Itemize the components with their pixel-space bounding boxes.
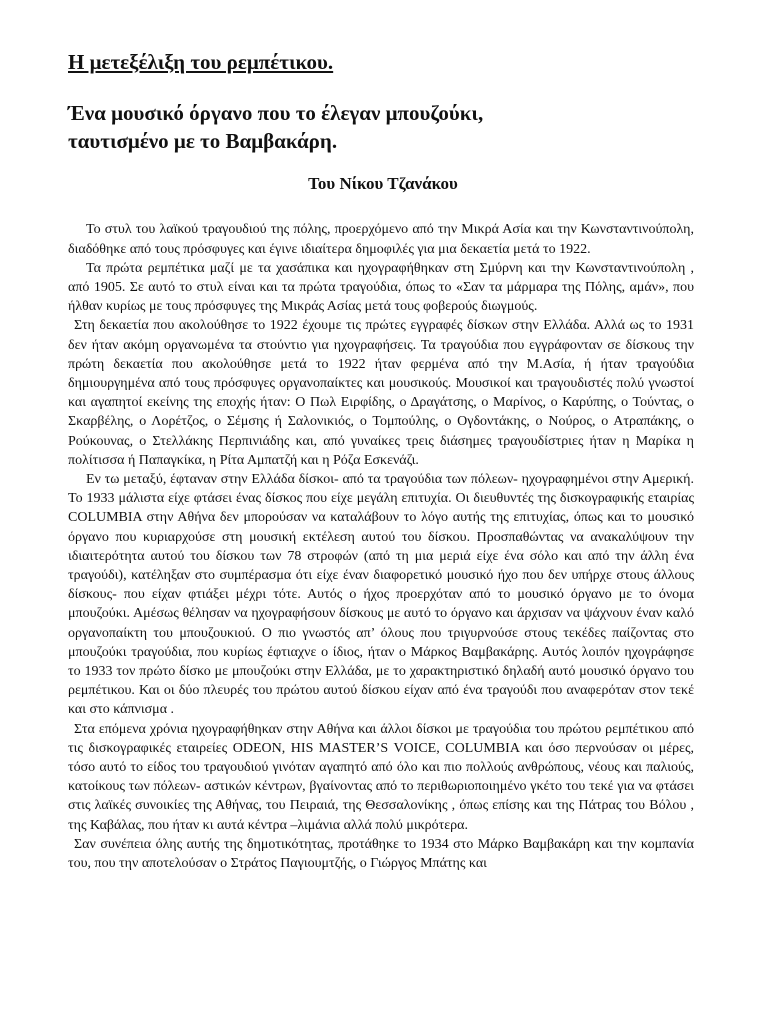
- subtitle-line-1: Ένα μουσικό όργανο που το έλεγαν μπουζούκι,: [68, 101, 484, 126]
- paragraph-1: Το στυλ του λαϊκού τραγουδιού της πόλης, προερχόμενο από την Μικρά Ασία και την Κωνσταντινούπολη, διαδόθηκε από τους πρόσφυγες και έγινε ιδιαίτερα δημοφιλές για μια δεκαετία μετά το 1922.: [68, 222, 694, 257]
- article-body: [68, 220, 694, 873]
- subtitle-line-2: ταυτισμένο με το Βαμβακάρη.: [68, 129, 338, 154]
- paragraph-6: Σαν συνέπεια όλης αυτής της δημοτικότητας, προτάθηκε το 1934 στο Μάρκο Βαμβακάρη και την κομπανία του, που την αποτελούσαν ο Στράτος Παγιουμτζής, ο Γιώργος Μπάτης και: [68, 836, 694, 872]
- author-byline: Του Νίκου Τζανάκου: [308, 173, 458, 193]
- document-subtitle: [68, 100, 694, 156]
- paragraph-5: Στα επόμενα χρόνια ηχογραφήθηκαν στην Αθήνα και άλλοι δίσκοι με τραγούδια του πρώτου ρεμπέτικου από τις δισκογραφικές εταιρείες ODEON, HIS MASTER’S VOICE, COLUMBIA και όσο περνούσαν οι μέρες, τόσο αυτό το είδος του τραγουδιού γινόταν αγαπητό από όλο και πιο πολλούς ανθρώπους, νέους και παλιούς, κατοίκους των πόλεων- αστικών κέντρων, βγαίνοντας από το περιθωριοποιημένο γκέτο του τεκέ για να φτάσει στις λαϊκές συνοικίες της Αθήνας, του Πειραιά, της Θεσσαλονίκης , όπως επίσης και της Πάτρας του Βόλου , της Καβάλας, που ήταν κι αυτά κέντρα –λιμάνια αλλά πολύ μικρότερα.: [68, 721, 694, 833]
- paragraph-3: Στη δεκαετία που ακολούθησε το 1922 έχουμε τις πρώτες εγγραφές δίσκων στην Ελλάδα. Αλλά ως το 1931 δεν ήταν ακόμη οργανωμένα τα στούντιο για ηχογραφήσεις. Τα τραγούδια που εγγράφονταν σε δίσκους την πρώτη δεκαετία που ακολούθησε μετά το 1922 ήταν φερμένα από την Μ.Ασία, ή ήταν τραγούδια δημιουργημένα από τους πρόσφυγες οργανοπαίκτες και μουσικούς. Μουσικοί και τραγουδιστές πολύ γνωστοί και αγαπητοί εκείνης της εποχής ήταν: Ο Πωλ Ειρφίδης, ο Δραγάτσης, ο Μαρίνος, ο Καρύπης, ο Τούντας, ο Σκαρβέλης, ο Λορέτζος, ο Σέμσης ή Σαλονικιός, ο Τομπούλης, ο Ογδοντάκης, ο Νούρος, ο Ατραπάκης, ο Ρούκουνας, ο Στελλάκης Περπινιάδης και, από γυναίκες τρεις διάσημες τραγουδίστριες ήταν η Μαρίκα η πολίτισσα ή Παπαγκίκα, η Ρίτα Αμπατζή και η Ρόζα Εσκενάζι.: [68, 318, 694, 468]
- document-title: Η μετεξέλιξη του ρεμπέτικου.: [68, 50, 334, 74]
- paragraph-2: Τα πρώτα ρεμπέτικα μαζί με τα χασάπικα και ηχογραφήθηκαν στη Σμύρνη και την Κωνσταντινούπολη , από 1905. Σε αυτό το στυλ είναι και τα πρώτα τραγούδια, όπως το «Σαν τα μάρμαρα της Πόλης, αμάν», που ήλθαν κυρίως με τους πρόσφυγες της Μικράς Ασίας μετά τους φοβερούς διωγμούς.: [68, 260, 694, 315]
- paragraph-4: Εν τω μεταξύ, έφταναν στην Ελλάδα δίσκοι- από τα τραγούδια των πόλεων- ηχογραφημένοι στην Αμερική. Το 1933 μάλιστα είχε φτάσει ένας δίσκος που είχε μεγάλη επιτυχία. Οι διευθυντές της δισκογραφικής εταιρίας COLUMBIA στην Αθήνα δεν μπορούσαν να καταλάβουν το λόγο αυτής της επιτυχίας, όπως και το μουσικό όργανο που κυριαρχούσε στη μουσική εκτέλεση αυτού του δίσκου. Προσπαθώντας να ανακαλύψουν την ιδιαιτερότητα αυτού του δίσκου των 78 στροφών (από τη μια μεριά είχε ένα σόλο και από την άλλη ένα τραγούδι), κατέληξαν στο συμπέρασμα ότι είχε έναν διαφορετικό μουσικό ήχο που δεν υπήρχε στους άλλους δίσκους- που είχαν φτιάξει μέχρι τότε. Αυτός ο ήχος προερχόταν από το μουσικό όργανο με το όνομα μπουζούκι. Αμέσως θέλησαν να ηχογραφήσουν δίσκους με αυτό το όργανο και άρχισαν να ψάχνουν έναν καλό οργανοπαίκτη του μπουζουκιού. Ο πιο γνωστός απ’ όλους που τριγυρνούσε στους τεκέδες παίζοντας στο μπουζούκι τραγούδια, που κυρίως έφτιαχνε ο ίδιος, ήταν ο Μάρκος Βαμβακάρης. Αυτός λοιπόν ηχογράφησε το 1933 τον πρώτο δίσκο με μπουζούκι στην Ελλάδα, με το χαρακτηριστικό δηλαδή αυτό μουσικό όργανο του ρεμπέτικου. Και οι δύο πλευρές του πρώτου αυτού δίσκου είχαν από ένα τραγούδι που αναφερόταν στον τεκέ και στο κάπνισμα .: [68, 472, 694, 718]
